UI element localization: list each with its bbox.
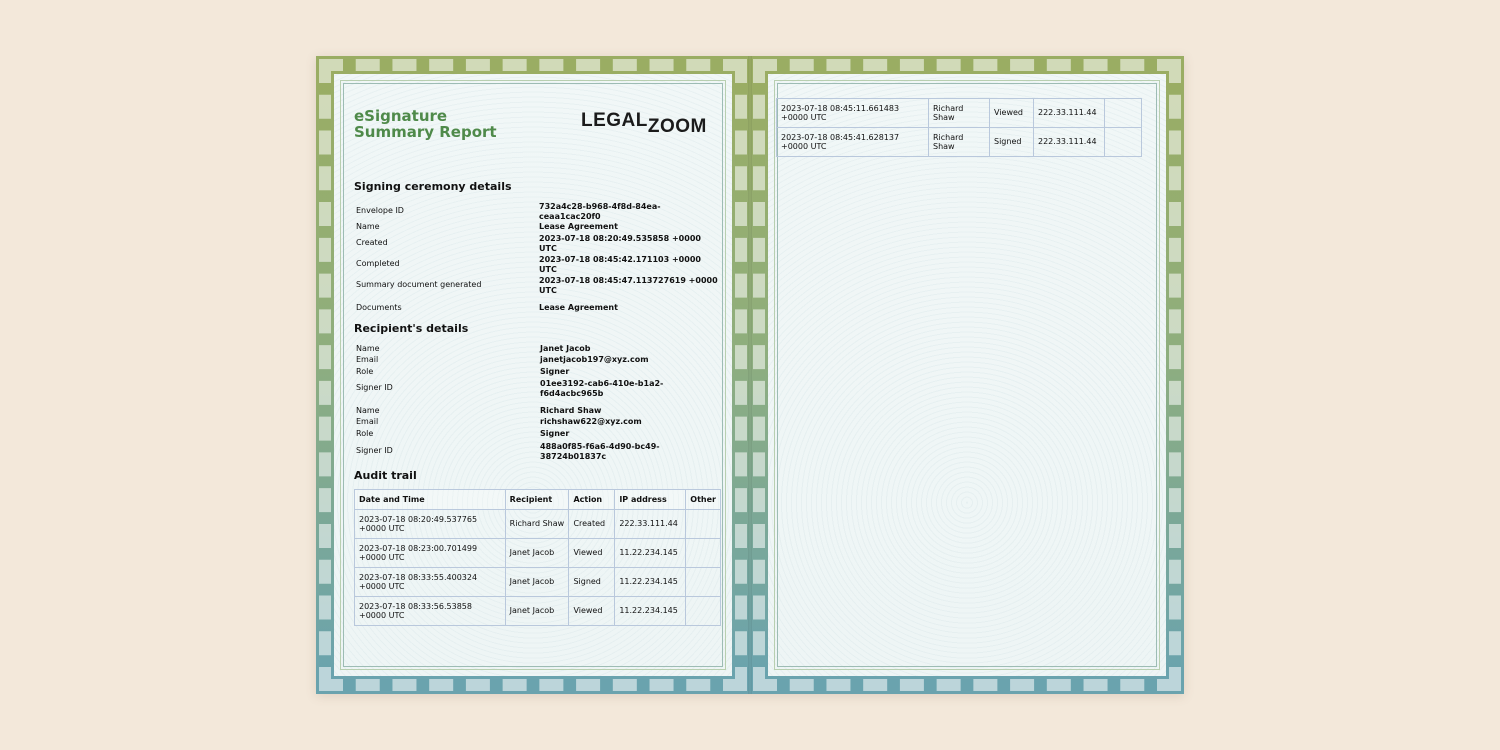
table-row: 2023-07-18 08:45:11.661483 +0000 UTC Richard Shaw Viewed 222.33.111.44 xyxy=(777,99,1142,128)
page-2 xyxy=(750,56,1184,694)
logo-zoom: ZOOM xyxy=(647,116,707,137)
recipients-heading: Recipient's details xyxy=(354,322,469,335)
table-row: 2023-07-18 08:45:41.628137 +0000 UTC Richard Shaw Signed 222.33.111.44 xyxy=(777,128,1142,157)
report-title-line1: eSignature xyxy=(354,107,448,125)
table-row: 2023-07-18 08:23:00.701499 +0000 UTC Janet Jacob Viewed 11.22.234.145 xyxy=(355,539,721,568)
report-title-line2: Summary Report xyxy=(354,123,497,141)
audit-trail-table-continued xyxy=(776,98,1142,157)
page-1: eSignature Summary Report LEGALZOOM Signing ceremony details Envelope ID 732a4c28-b968-4f8d-84ea-ceaa1cac20f0 Name Lease Agreement Created 2023-07-18 08:20:49.535858 +0000 UTC Completed 2023-07-18 08:45:42.171103 +0000 UTC Summary document generated 2023-07-18 08:45:47.113727619 +0000 UTC Documents Lease Agreement Recipient's details Name Janet Jacob Email janetjacob197@xyz.com Role Signer Signer ID 01ee3192-cab6-410e-b1a2-f6d4acbc965b Name Richard Shaw Email richshaw622@xyz.com Role Signer Signer ID 488a0f85-f6a6-4d90-bc49-38724b01837c Audit trail Date and Time Recipient Action IP address Other 2023-07-18 08:20:49.537765 +0000 UTC Richard Shaw Created 222.33.111.44 2023-07-18 08:23:00.701499 +0000 UTC Janet Jacob Viewed 11.22.234.145 2023-07-18 08:33:55.400324 +0000 UTC Janet Jacob Signed 11.22.234.145 2023-07-18 08:33:56.53858 +0000 UTC Janet Jacob Viewed 11.22.234.145 xyxy=(316,56,750,694)
table-row: 2023-07-18 08:20:49.537765 +0000 UTC Richard Shaw Created 222.33.111.44 xyxy=(355,510,721,539)
audit-trail-table xyxy=(354,489,721,626)
logo-legal: LEGAL xyxy=(581,110,648,131)
table-row: 2023-07-18 08:33:55.400324 +0000 UTC Janet Jacob Signed 11.22.234.145 xyxy=(355,568,721,597)
page-gutter xyxy=(748,56,752,694)
legalzoom-logo xyxy=(581,110,707,137)
signing-heading: Signing ceremony details xyxy=(354,180,512,193)
table-row: 2023-07-18 08:33:56.53858 +0000 UTC Janet Jacob Viewed 11.22.234.145 xyxy=(355,597,721,626)
report-title xyxy=(354,108,514,140)
audit-heading: Audit trail xyxy=(354,469,417,482)
document-spread xyxy=(316,56,1184,694)
table-header-row: Date and Time Recipient Action IP address Other xyxy=(355,490,721,510)
